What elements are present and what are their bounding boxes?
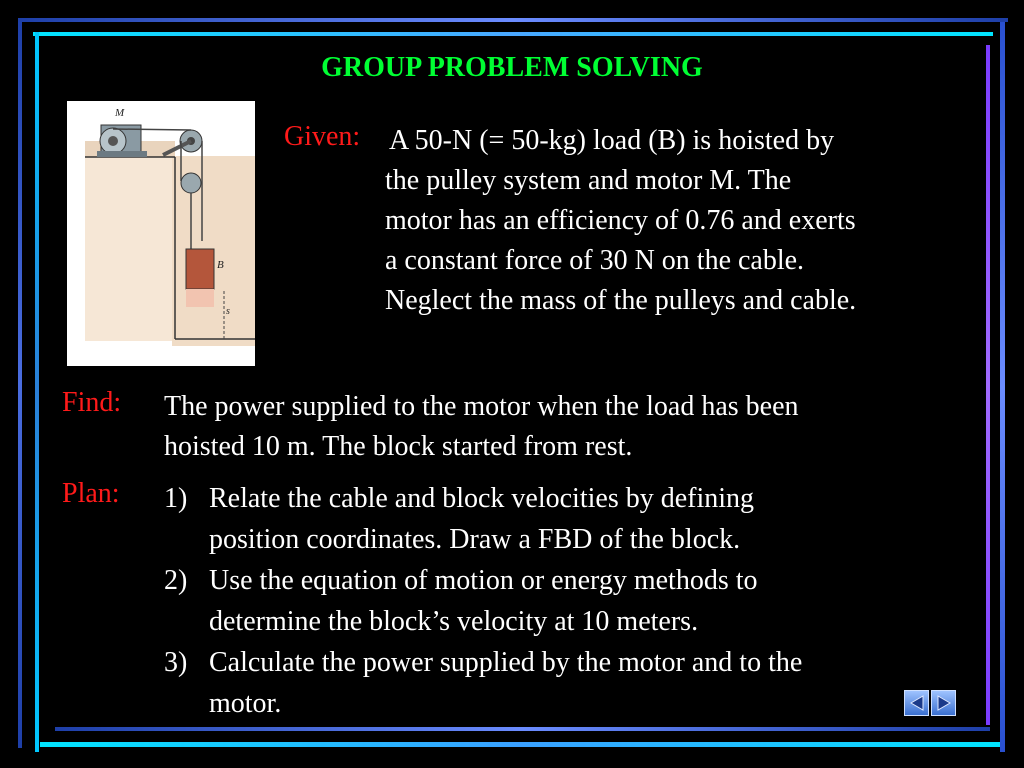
pulley-system-figure (67, 101, 255, 366)
given-line: the pulley system and motor M. The (385, 165, 792, 196)
given-first-line: A 50-N (= 50-kg) load (B) is hoisted by (389, 125, 835, 156)
find-line: hoisted 10 m. The block started from rest. (164, 431, 633, 462)
next-slide-icon (936, 695, 952, 711)
find-label: Find: (62, 387, 122, 418)
given-text (385, 161, 975, 321)
block-label: B (217, 259, 224, 271)
frame-left-bar (18, 18, 22, 748)
plan-item-number: 1) (164, 483, 188, 514)
plan-item-text (209, 478, 969, 560)
next-slide-button[interactable] (931, 690, 956, 716)
frame-bottom-cyan-bar (40, 742, 1000, 747)
plan-item-text (209, 642, 969, 724)
frame-top-bar (18, 18, 1008, 22)
plan-line: position coordinates. Draw a FBD of the block. (209, 524, 741, 555)
frame-top-cyan-bar (33, 32, 993, 36)
given-label: Given: (284, 121, 361, 152)
given-line: Neglect the mass of the pulleys and cable. (385, 285, 857, 316)
plan-line: motor. (209, 688, 282, 719)
find-line: The power supplied to the motor when the load has been (164, 391, 799, 422)
plan-line: determine the block’s velocity at 10 meters. (209, 606, 699, 637)
plan-item-number: 3) (164, 647, 188, 678)
given-line: a constant force of 30 N on the cable. (385, 245, 805, 276)
frame-right-purple-bar (986, 45, 990, 725)
frame-bottom-bar (55, 727, 990, 731)
previous-slide-icon (909, 695, 925, 711)
previous-slide-button[interactable] (904, 690, 929, 716)
find-text (164, 387, 964, 467)
frame-left-cyan-bar (35, 32, 39, 752)
plan-line: Relate the cable and block velocities by defining (209, 483, 755, 514)
plan-label: Plan: (62, 478, 120, 509)
motor-label: M (115, 107, 125, 119)
plan-item-number: 2) (164, 565, 188, 596)
plan-line: Calculate the power supplied by the motor and to the (209, 647, 803, 678)
plan-line: Use the equation of motion or energy methods to (209, 565, 758, 596)
pulley-diagram (67, 101, 255, 366)
slide-navigation (904, 690, 956, 716)
plan-item-text (209, 560, 969, 642)
slide-title: GROUP PROBLEM SOLVING (321, 52, 703, 83)
distance-label: s (226, 306, 230, 317)
frame-right-bar (1000, 22, 1005, 752)
given-line: motor has an efficiency of 0.76 and exerts (385, 205, 856, 236)
